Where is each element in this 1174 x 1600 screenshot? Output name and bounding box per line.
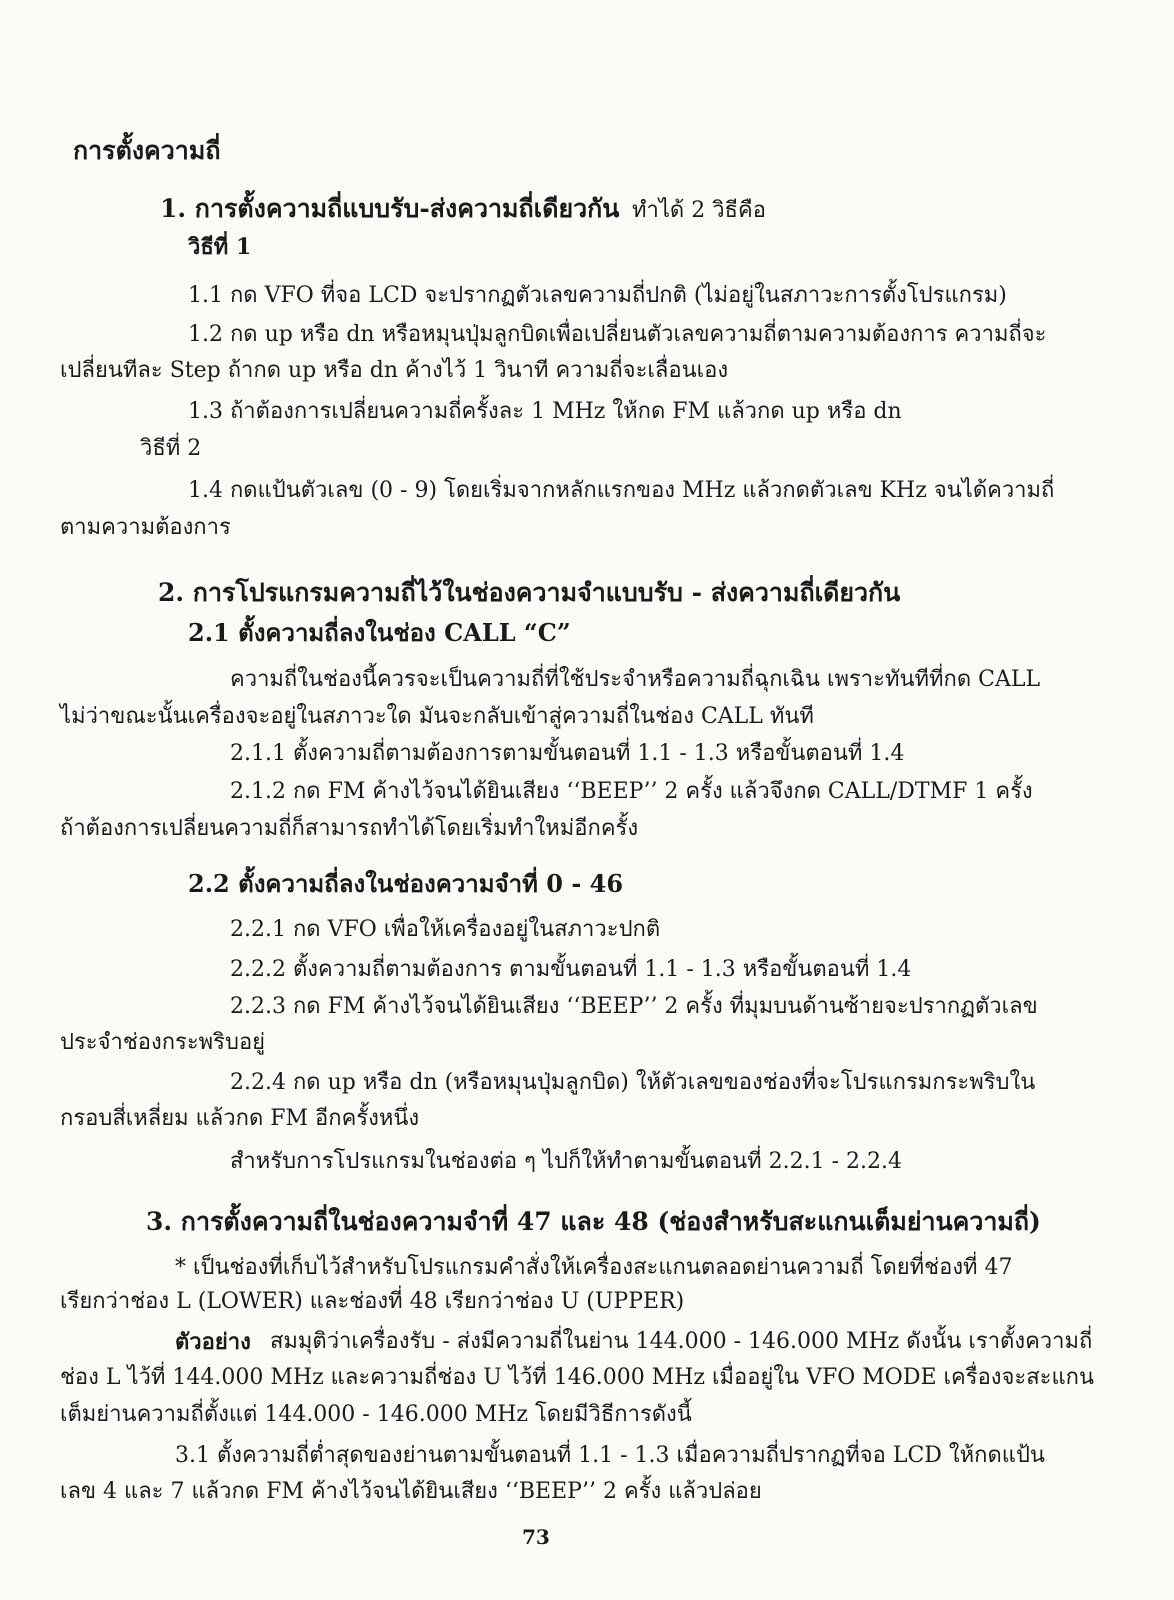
paragraph-line: ไม่ว่าขณะนั้นเครื่องจะอยู่ในสภาวะใด มันจะกลับเข้าสู่ความถี่ในช่อง CALL ทันที (60, 704, 814, 729)
method-1-heading: วิธีที่ 1 (188, 234, 252, 260)
paragraph-line: เรียกว่าช่อง L (LOWER) และช่องที่ 48 เรียกว่าช่อง U (UPPER) (60, 1289, 685, 1314)
page-number: 73 (522, 1525, 550, 1549)
paragraph-line: 1.2 กด up หรือ dn หรือหมุนปุ่มลูกบิดเพื่อเปลี่ยนตัวเลขความถี่ตามความต้องการ ความถี่จะ (188, 322, 1047, 347)
paragraph-line: 3.1 ตั้งความถี่ต่ำสุดของย่านตามขั้นตอนที่ 1.1 - 1.3 เมื่อความถี่ปรากฏที่จอ LCD ให้กดแป้น (175, 1443, 1045, 1468)
paragraph-line: ตามความต้องการ (60, 515, 231, 540)
section-3-heading: 3. การตั้งความถี่ในช่องความจำที่ 47 และ 48 (ช่องสำหรับสะแกนเต็มย่านความถี่) (146, 1207, 1041, 1236)
paragraph-line: 2.2.4 กด up หรือ dn (หรือหมุนปุ่มลูกบิด) ให้ตัวเลขของช่องที่จะโปรแกรมกระพริบใน (230, 1070, 1036, 1095)
paragraph-line: ถ้าต้องการเปลี่ยนความถี่ก็สามารถทำได้โดยเริ่มทำใหม่อีกครั้ง (60, 816, 639, 841)
paragraph-line: 2.1.1 ตั้งความถี่ตามต้องการตามขั้นตอนที่ 1.1 - 1.3 หรือขั้นตอนที่ 1.4 (230, 741, 905, 766)
paragraph-line: 1.3 ถ้าต้องการเปลี่ยนความถี่ครั้งละ 1 MHz ให้กด FM แล้วกด up หรือ dn (188, 399, 902, 424)
paragraph-line: 1.1 กด VFO ที่จอ LCD จะปรากฏตัวเลขความถี่ปกติ (ไม่อยู่ในสภาวะการตั้งโปรแกรม) (188, 283, 1007, 308)
subsection-2-2-heading: 2.2 ตั้งความถี่ลงในช่องความจำที่ 0 - 46 (188, 869, 624, 898)
paragraph-line: * เป็นช่องที่เก็บไว้สำหรับโปรแกรมคำสั่งให้เครื่องสะแกนตลอดย่านความถี่ โดยที่ช่องที่ 47 (175, 1255, 1013, 1280)
page-title: การตั้งความถี่ (73, 136, 221, 165)
section-2-heading: 2. การโปรแกรมความถี่ไว้ในช่องความจำแบบรับ - ส่งความถี่เดียวกัน (158, 578, 901, 607)
section-1-heading: 1. การตั้งความถี่แบบรับ-ส่งความถี่เดียวกัน (160, 194, 620, 223)
paragraph-line: ประจำช่องกระพริบอยู่ (60, 1030, 266, 1055)
section-1-note: ทำได้ 2 วิธีคือ (632, 198, 766, 223)
paragraph-line: 2.2.1 กด VFO เพื่อให้เครื่องอยู่ในสภาวะปกติ (230, 917, 661, 942)
paragraph-line: ความถี่ในช่องนี้ควรจะเป็นความถี่ที่ใช้ประจำหรือความถี่ฉุกเฉิน เพราะทันทีที่กด CALL (230, 667, 1041, 692)
paragraph-line: 2.2.2 ตั้งความถี่ตามต้องการ ตามขั้นตอนที่ 1.1 - 1.3 หรือขั้นตอนที่ 1.4 (230, 957, 912, 982)
paragraph-line: สมมุติว่าเครื่องรับ - ส่งมีความถี่ในย่าน 144.000 - 146.000 MHz ดังนั้น เราตั้งความถี่ (270, 1329, 1093, 1354)
paragraph-line: 2.2.3 กด FM ค้างไว้จนได้ยินเสียง ‘‘BEEP’’ 2 ครั้ง ที่มุมบนด้านซ้ายจะปรากฏตัวเลข (230, 994, 1038, 1019)
paragraph-line: 2.1.2 กด FM ค้างไว้จนได้ยินเสียง ‘‘BEEP’’ 2 ครั้ง แล้วจึงกด CALL/DTMF 1 ครั้ง (230, 779, 1033, 804)
paragraph-line: สำหรับการโปรแกรมในช่องต่อ ๆ ไปก็ให้ทำตามขั้นตอนที่ 2.2.1 - 2.2.4 (230, 1149, 903, 1174)
paragraph-line: ช่อง L ไว้ที่ 144.000 MHz และความถี่ช่อง U ไว้ที่ 146.000 MHz เมื่ออยู่ใน VFO MODE เครื่องจะสะแกน (60, 1365, 1095, 1390)
example-label: ตัวอย่าง (175, 1329, 251, 1355)
subsection-2-1-heading: 2.1 ตั้งความถี่ลงในช่อง CALL “C” (188, 618, 571, 647)
method-2-heading: วิธีที่ 2 (140, 436, 202, 461)
paragraph-line: เปลี่ยนทีละ Step ถ้ากด up หรือ dn ค้างไว้ 1 วินาที ความถี่จะเลื่อนเอง (60, 358, 729, 383)
paragraph-line: กรอบสี่เหลี่ยม แล้วกด FM อีกครั้งหนึ่ง (60, 1106, 420, 1131)
paragraph-line: 1.4 กดแป้นตัวเลข (0 - 9) โดยเริ่มจากหลักแรกของ MHz แล้วกดตัวเลข KHz จนได้ความถี่ (188, 478, 1055, 503)
paragraph-line: เต็มย่านความถี่ตั้งแต่ 144.000 - 146.000 MHz โดยมีวิธีการดังนี้ (60, 1402, 692, 1427)
paragraph-line: เลข 4 และ 7 แล้วกด FM ค้างไว้จนได้ยินเสียง ‘‘BEEP’’ 2 ครั้ง แล้วปล่อย (60, 1479, 762, 1504)
